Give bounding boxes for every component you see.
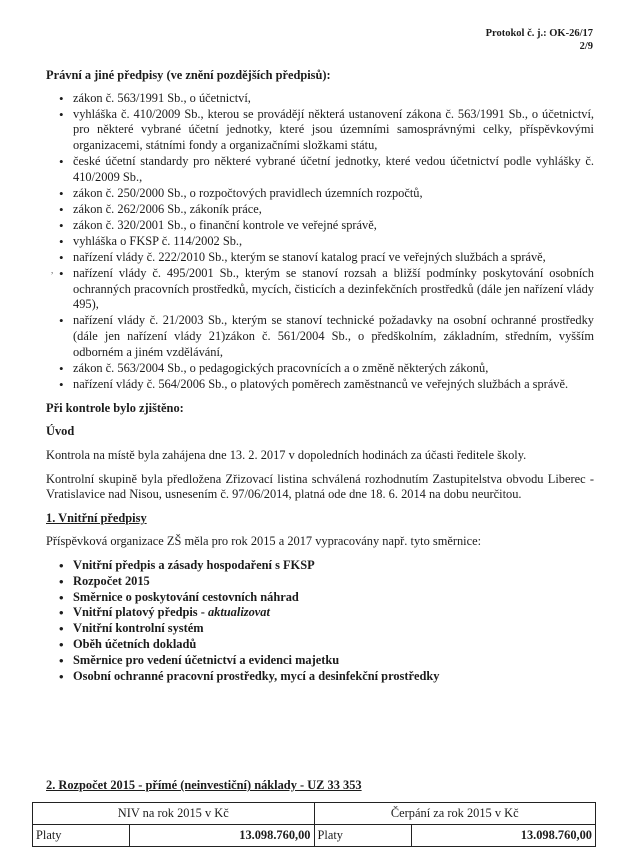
legal-list — [46, 91, 594, 393]
list-item: • zákon č. 250/2000 Sb., o rozpočtových pravidlech územních rozpočtů, — [46, 186, 594, 202]
list-item: • zákon č. 320/2001 Sb., o finanční kontrole ve veřejné správě, — [46, 218, 594, 234]
intro-paragraph-1: Kontrola na místě byla zahájena dne 13. 2. 2017 v dopoledních hodinách za účasti ředitele školy. — [46, 448, 527, 463]
document-body — [46, 68, 594, 684]
list-item: • české účetní standardy pro některé vybrané účetní jednotky, které vedou účetnictví podle vyhlášky č. 410/2009 Sb., — [46, 154, 594, 185]
list-item: • Směrnice pro vedení účetnictví a evidenci majetku — [46, 653, 594, 669]
intro-heading: Úvod — [46, 424, 75, 439]
findings-heading: Při kontrole bylo zjištěno: — [46, 400, 184, 415]
list-item: • nařízení vlády č. 564/2006 Sb., o platových poměrech zaměstnanců ve veřejných službách a správě. — [46, 377, 594, 393]
list-item: • nařízení vlády č. 495/2001 Sb., kterým se stanoví rozsah a bližší podmínky poskytování osobních ochranných pracovních prostředků, mycích, čisticích a dezinfekčních prostředků (dále jen nařízení vlády 495), — [46, 266, 594, 313]
list-item: • Rozpočet 2015 — [46, 574, 594, 590]
list-item: • zákon č. 262/2006 Sb., zákoník práce, — [46, 202, 594, 218]
list-item: • Vnitřní kontrolní systém — [46, 621, 594, 637]
section2-heading: 2. Rozpočet 2015 - přímé (neinvestiční) náklady - UZ 33 353 — [46, 778, 362, 792]
list-item: • Vnitřní předpis a zásady hospodaření s FKSP — [46, 558, 594, 574]
list-item: • Směrnice o poskytování cestovních náhrad — [46, 590, 594, 606]
protocol-number: Protokol č. j.: OK-26/17 — [485, 28, 593, 39]
row-value: 13.098.760,00 — [130, 825, 315, 847]
item-text: Vnitřní platový předpis - — [73, 605, 205, 620]
legal-heading: Právní a jiné předpisy (ve znění pozdějších předpisů): — [46, 68, 331, 82]
scan-speck: , — [51, 265, 54, 275]
budget-table — [32, 802, 596, 847]
column-header: NIV na rok 2015 v Kč — [33, 803, 315, 825]
list-item: • nařízení vlády č. 21/2003 Sb., kterým se stanoví technické požadavky na osobní ochranné prostředky (dále jen nařízení vlády 21)zákon č. 561/2004 Sb., o předškolním, základním, středním, vyšším odborném a jiném vzdělávání, — [46, 313, 594, 360]
list-item: • vyhláška č. 410/2009 Sb., kterou se provádějí některá ustanovení zákona č. 563/1991 Sb., o účetnictví, pro některé vybrané účetní jednotky, které jsou územními samosprávnými celky, příspěvkovými organizacemi, státními fondy a organizačními složkami státu, — [46, 107, 594, 154]
list-item: • nařízení vlády č. 222/2010 Sb., kterým se stanoví katalog prací ve veřejných službách a správě, — [46, 250, 594, 266]
page-number: 2/9 — [579, 41, 593, 52]
page-header — [486, 27, 593, 53]
list-item: • Oběh účetních dokladů — [46, 637, 594, 653]
section1-intro: Příspěvková organizace ZŠ měla pro rok 2015 a 2017 vypracovány např. tyto směrnice: — [46, 534, 482, 549]
row-label: Platy — [314, 825, 411, 847]
row-label: Platy — [33, 825, 130, 847]
item-italic-note: aktualizovat — [207, 605, 270, 620]
table-header-row — [33, 803, 596, 825]
table-row — [33, 825, 596, 847]
directives-list — [46, 558, 594, 684]
list-item: • zákon č. 563/2004 Sb., o pedagogických pracovnících a o změně některých zákonů, — [46, 361, 594, 377]
intro-paragraph-2: Kontrolní skupině byla předložena Zřizovací listina schválená rozhodnutím Zastupitelstva obvodu Liberec - Vratislavice nad Nisou, usnesením č. 97/06/2014, platná ode dne 18. 6. 2014 na dobu neurčitou. — [46, 471, 594, 502]
list-item: • zákon č. 563/1991 Sb., o účetnictví, — [46, 91, 594, 107]
list-item: • vyhláška o FKSP č. 114/2002 Sb., — [46, 234, 594, 250]
list-item: • Osobní ochranné pracovní prostředky, mycí a desinfekční prostředky — [46, 669, 594, 685]
column-header: Čerpání za rok 2015 v Kč — [314, 803, 596, 825]
list-item — [46, 605, 594, 621]
row-value: 13.098.760,00 — [411, 825, 596, 847]
section1-heading: 1. Vnitřní předpisy — [46, 510, 147, 525]
